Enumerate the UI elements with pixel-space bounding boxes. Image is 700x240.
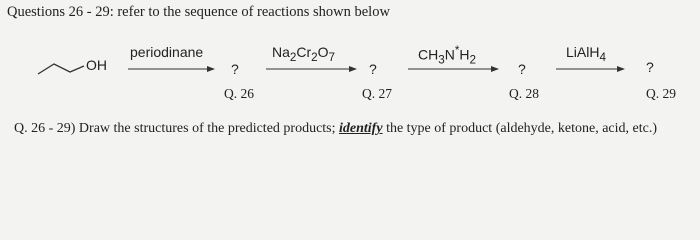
questions-heading: Questions 26 - 29: refer to the sequence of reactions shown below <box>7 4 390 20</box>
product-placeholder-26: ? <box>231 61 239 77</box>
instruction-after: the type of product (aldehyde, ketone, acid, etc.) <box>382 121 658 136</box>
reagent-periodinane: periodinane <box>130 44 204 60</box>
product-placeholder-27: ? <box>369 61 377 77</box>
instruction-before: Q. 26 - 29) Draw the structures of the predicted products; <box>14 121 340 136</box>
reagent-sodium-dichromate: $Na_2Cr_2O_7$ <box>272 44 336 64</box>
product-placeholder-28: ? <box>518 61 526 77</box>
starting-material-skeleton <box>38 64 84 74</box>
hydroxyl-label: OH <box>86 57 107 73</box>
instruction-text <box>14 121 674 137</box>
product-placeholder-29: ? <box>646 59 654 75</box>
question-label-27: Q. 27 <box>362 86 392 101</box>
question-label-26: Q. 26 <box>224 86 254 101</box>
reagent-methylamine: $CH_3N^*H_2$ <box>418 44 476 67</box>
question-label-29: Q. 29 <box>646 86 676 101</box>
question-label-28: Q. 28 <box>509 86 539 101</box>
instruction-keyword: identify <box>339 121 383 136</box>
reagent-lithium-aluminum-hydride: LiAlH$_4$ <box>566 44 606 64</box>
